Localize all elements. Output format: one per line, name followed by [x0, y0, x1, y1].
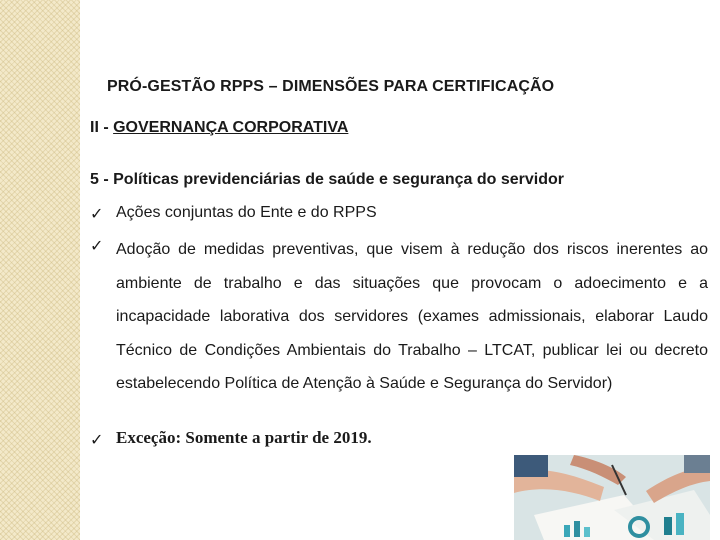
section-label: GOVERNANÇA CORPORATIVA	[113, 119, 349, 136]
page-title: PRÓ-GESTÃO RPPS – DIMENSÕES PARA CERTIFICAÇÃO	[107, 78, 555, 95]
section-prefix: II -	[90, 119, 114, 136]
list-item: Ações conjuntas do Ente e do RPPS	[116, 204, 377, 221]
checkmark-icon: ✓	[90, 204, 104, 223]
list-item: Adoção de medidas preventivas, que visem à redução dos riscos inerentes ao ambiente de trabalho e das situações que provocam o adoecimento e a incapacidade laborativa dos servidores (exames admissionais, elaborar Laudo Técnico de Condições Ambientais do Trabalho – LTCAT, publicar lei ou decreto estabelecendo Política de Atenção à Saúde e Segurança do Servidor)	[116, 241, 708, 393]
meeting-photo	[514, 455, 710, 540]
decorative-side-strip	[0, 0, 80, 540]
meeting-photo-illustration	[514, 455, 710, 540]
checkmark-icon: ✓	[90, 430, 104, 449]
list-item-exception: Exceção: Somente a partir de 2019.	[116, 428, 372, 447]
section-heading	[90, 119, 348, 137]
subsection-heading: 5 - Políticas previdenciárias de saúde e segurança do servidor	[90, 171, 564, 188]
checkmark-icon: ✓	[90, 236, 104, 255]
